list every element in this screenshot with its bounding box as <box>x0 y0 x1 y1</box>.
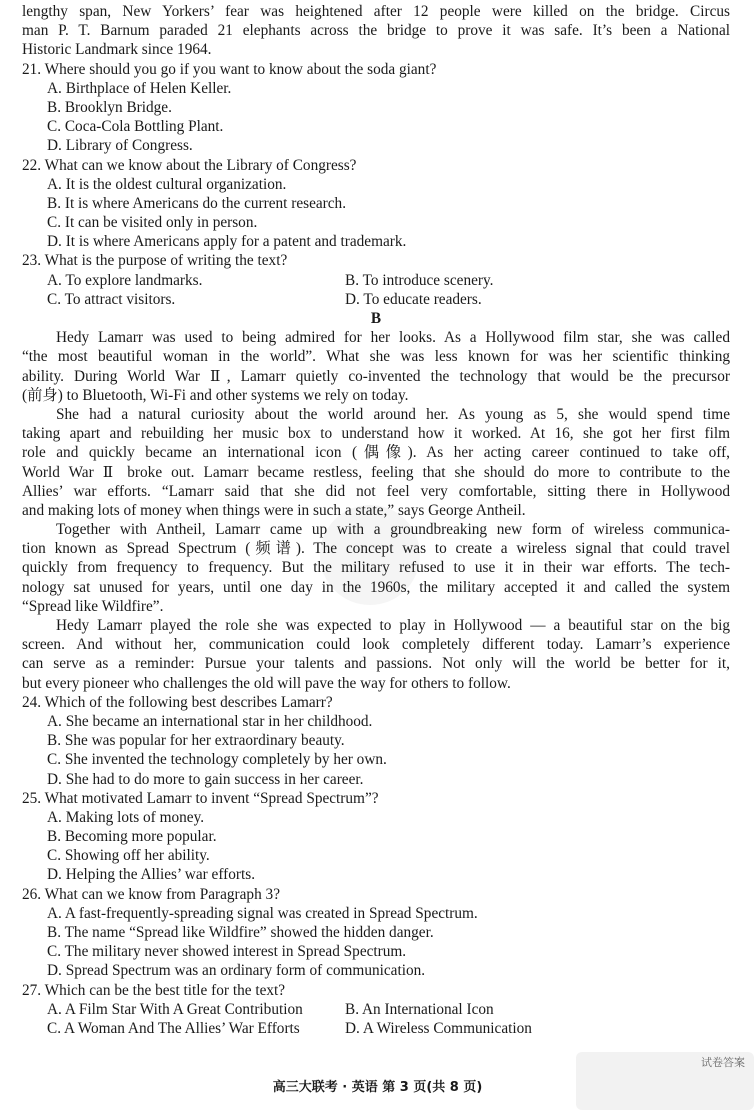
option: A. She became an international star in her childhood. <box>47 712 373 730</box>
option: B. Becoming more popular. <box>47 828 217 846</box>
question-26-stem: 26. What can we know from Paragraph 3? <box>22 885 280 903</box>
passage-line: Hedy Lamarr was used to being admired for her looks. As a Hollywood film star, she was called <box>56 329 730 347</box>
passage-line: “the most beautiful woman in the world”. What she was less known for was her scientific thinking <box>22 348 730 366</box>
option: A. To explore landmarks. <box>47 271 203 289</box>
option: D. Library of Congress. <box>47 137 193 155</box>
passage-line: taking apart and rebuilding her music box to understand how it worked. At 16, she got her first film <box>22 425 730 443</box>
option: B. She was popular for her extraordinary beauty. <box>47 732 345 750</box>
option: B. Brooklyn Bridge. <box>47 98 172 116</box>
question-24-stem: 24. Which of the following best describes Lamarr? <box>22 693 333 711</box>
passage-line: Together with Antheil, Lamarr came up with a groundbreaking new form of wireless communica- <box>56 521 730 539</box>
passage-line: nology sat unused for years, until one day in the 1960s, the military accepted it and called the system <box>22 578 730 596</box>
question-23-stem: 23. What is the purpose of writing the text? <box>22 252 288 270</box>
option: C. A Woman And The Allies’ War Efforts <box>47 1019 300 1037</box>
option: D. She had to do more to gain success in her career. <box>47 770 364 788</box>
question-25-stem: 25. What motivated Lamarr to invent “Spread Spectrum”? <box>22 789 379 807</box>
option: A. It is the oldest cultural organization. <box>47 175 287 193</box>
option: C. She invented the technology completely by her own. <box>47 751 387 769</box>
options-row <box>22 1019 730 1038</box>
passage-line: and making lots of money when things were in such a state,” says George Antheil. <box>22 501 526 519</box>
option: A. A fast-frequently-spreading signal was created in Spread Spectrum. <box>47 904 478 922</box>
option: A. Making lots of money. <box>47 808 205 826</box>
passage-line: quickly from frequency to frequency. But the military refused to use it in their war efforts. The tech- <box>22 559 730 577</box>
passage-line: (前身) to Bluetooth, Wi-Fi and other systems we rely on today. <box>22 386 409 404</box>
option: D. Helping the Allies’ war efforts. <box>47 866 256 884</box>
passage-line: can serve as a reminder: Pursue your talents and passions. Not only will the world be better for it, <box>22 655 730 673</box>
exam-page <box>22 2 730 1038</box>
options-row <box>22 271 730 290</box>
passage-line: but every pioneer who challenges the old will pave the way for others to follow. <box>22 674 511 692</box>
passage-line: screen. And without her, communication could look completely different today. Lamarr’s experience <box>22 636 730 654</box>
options-row <box>22 1000 730 1019</box>
passage-line: lengthy span, New Yorkers’ fear was heightened after 12 people were killed on the bridge. Circus <box>22 3 730 20</box>
option: B. It is where Americans do the current research. <box>47 194 347 212</box>
option: B. To introduce scenery. <box>345 271 494 289</box>
passage-line: ability. During World War Ⅱ, Lamarr quietly co-invented the technology that would be the precursor <box>22 367 730 385</box>
option: C. To attract visitors. <box>47 290 176 308</box>
option: C. Coca-Cola Bottling Plant. <box>47 118 224 136</box>
passage-line: She had a natural curiosity about the world around her. As young as 5, she would spend time <box>56 405 730 423</box>
option: D. Spread Spectrum was an ordinary form of communication. <box>47 962 426 980</box>
option: C. Showing off her ability. <box>47 847 210 865</box>
section-heading: B <box>370 310 382 327</box>
option: B. The name “Spread like Wildfire” showed the hidden danger. <box>47 924 434 941</box>
passage-line: Hedy Lamarr played the role she was expected to play in Hollywood — a beautiful star on the big <box>56 617 730 634</box>
options-row <box>22 290 730 309</box>
passage-line: tion known as Spread Spectrum (频谱). The concept was to create a wireless signal that could travel <box>22 540 730 558</box>
option: D. It is where Americans apply for a patent and trademark. <box>47 233 407 251</box>
passage-line: role and quickly became an international icon (偶像). As her acting career continued to take off, <box>22 444 730 462</box>
page-footer: 高三大联考 · 英语 第 3 页(共 8 页) <box>272 1080 483 1095</box>
question-21-stem: 21. Where should you go if you want to know about the soda giant? <box>22 60 437 78</box>
passage-line: man P. T. Barnum paraded 21 elephants across the bridge to prove it was safe. It’s been a National <box>22 22 730 40</box>
option: D. To educate readers. <box>345 290 482 308</box>
passage-line: Allies’ war efforts. “Lamarr said that she did not feel very comfortable, sitting there in Hollywood <box>22 482 730 500</box>
passage-line: Historic Landmark since 1964. <box>22 41 212 59</box>
option: A. Birthplace of Helen Keller. <box>47 79 232 97</box>
option: C. It can be visited only in person. <box>47 214 258 232</box>
question-27-stem: 27. Which can be the best title for the text? <box>22 981 286 999</box>
watermark-label: 试卷答案 <box>701 1056 745 1069</box>
option: C. The military never showed interest in Spread Spectrum. <box>47 943 407 961</box>
passage-line: World War Ⅱ broke out. Lamarr became restless, feeling that she should do more to contribute to the <box>22 463 730 481</box>
option: B. An International Icon <box>345 1000 494 1018</box>
passage-line: “Spread like Wildfire”. <box>22 597 164 615</box>
question-22-stem: 22. What can we know about the Library of Congress? <box>22 156 357 174</box>
option: A. A Film Star With A Great Contribution <box>47 1000 303 1018</box>
option: D. A Wireless Communication <box>345 1019 532 1037</box>
